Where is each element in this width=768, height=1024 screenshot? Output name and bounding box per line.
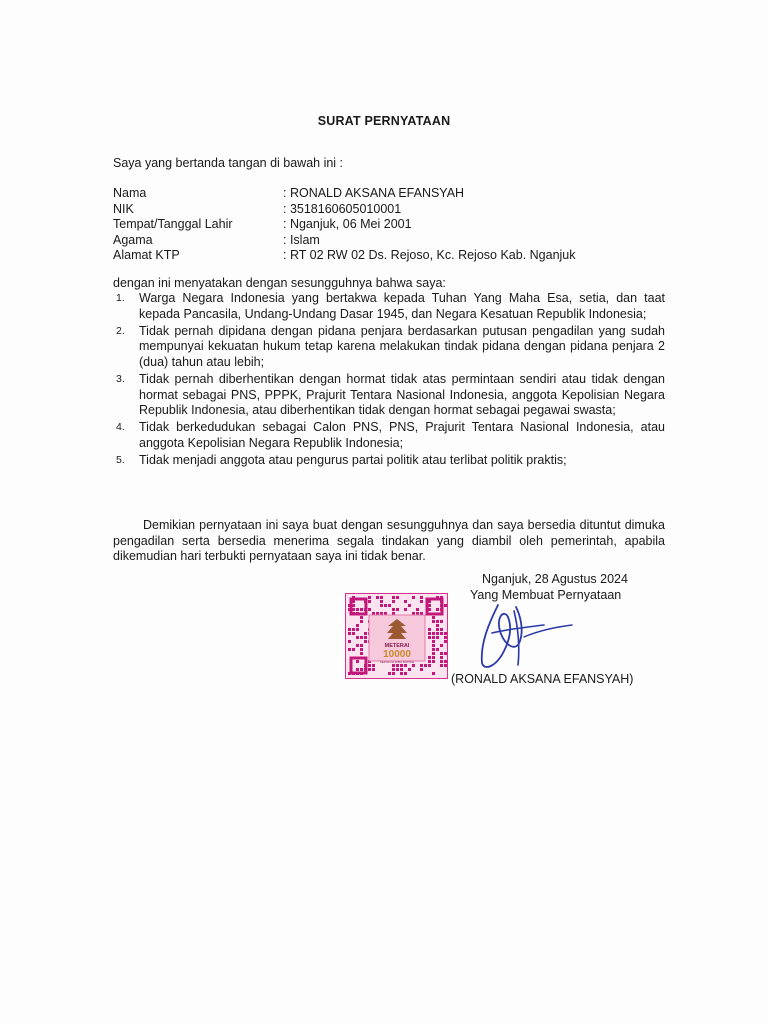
list-item [113,453,665,469]
list-text: Tidak pernah dipidana dengan pidana penjara berdasarkan putusan pengadilan yang sudah mempunyai kekuatan hukum tetap karena melakukan tindak pidana dengan pidana penjara 2 (dua) tahun atau lebih; [139,323,665,369]
list-text: Tidak pernah diberhentikan dengan hormat tidak atas permintaan sendiri atau tidak dengan hormat sebagai PNS, PPPK, Prajurit Tentara Nasional Indonesia, anggota Kepolisian Negara Republik Indonesia, atau diberhentikan tidak dengan hormat sebagai pegawai swasta; [139,371,665,418]
field-row-nik [113,202,576,218]
field-value: : 3518160605010001 [283,201,402,216]
list-number: 5. [116,453,125,466]
meterai-sublabel: SEPULUH RIBU RUPIAH [379,660,415,664]
identity-fields [113,186,576,264]
place-date: Nganjuk, 28 Agustus 2024 [482,572,628,586]
field-label: Nama [113,186,147,200]
list-text: Warga Negara Indonesia yang bertakwa kepada Tuhan Yang Maha Esa, setia, dan taat kepada Pancasila, Undang-Undang Dasar 1945, dan Negara Kesatuan Republik Indonesia; [139,291,665,321]
signature [468,597,578,675]
list-number: 1. [116,292,125,304]
field-row-alamat [113,248,576,264]
field-value: : Nganjuk, 06 Mei 2001 [283,217,412,232]
list-item [113,324,665,371]
list-item [113,291,665,322]
field-label: Agama [113,232,153,247]
meterai-value: 10000 [383,649,411,660]
meterai-label: METERAI [384,643,410,649]
field-label: Tempat/Tanggal Lahir [113,217,233,232]
field-label: NIK [113,201,134,216]
meterai-stamp [345,593,448,679]
field-value: : Islam [283,232,320,247]
list-text: Tidak menjadi anggota atau pengurus partai politik atau terlibat politik praktis; [139,452,567,467]
maker-label: Yang Membuat Pernyataan [470,588,622,602]
list-number: 4. [116,421,125,434]
field-row-nama [113,186,576,202]
list-number: 3. [116,372,125,385]
field-row-ttl [113,217,576,233]
field-value: : RONALD AKSANA EFANSYAH [283,186,465,200]
statement-list [113,291,665,470]
field-label: Alamat KTP [113,248,180,263]
list-number: 2. [116,324,125,337]
document-title: SURAT PERNYATAAN [317,114,451,128]
declaration-text: dengan ini menyatakan dengan sesungguhnya bahwa saya: [113,276,446,290]
list-item [113,420,665,451]
list-text: Tidak berkedudukan sebagai Calon PNS, PNS, Prajurit Tentara Nasional Indonesia, atau anggota Kepolisian Negara Republik Indonesia; [139,420,665,450]
field-value: : RT 02 RW 02 Ds. Rejoso, Kc. Rejoso Kab. Nganjuk [283,248,576,263]
signer-name: (RONALD AKSANA EFANSYAH) [451,672,634,686]
closing-paragraph: Demikian pernyataan ini saya buat dengan sesungguhnya dan saya bersedia dituntut dimuka pengadilan serta bersedia menerima segala tindakan yang diambil oleh pemerintah, apabila dikemudian hari terbukti pernyataan saya ini tidak benar. [113,518,665,564]
intro-text: Saya yang bertanda tangan di bawah ini : [113,156,344,170]
field-row-agama [113,233,576,249]
list-item [113,372,665,419]
